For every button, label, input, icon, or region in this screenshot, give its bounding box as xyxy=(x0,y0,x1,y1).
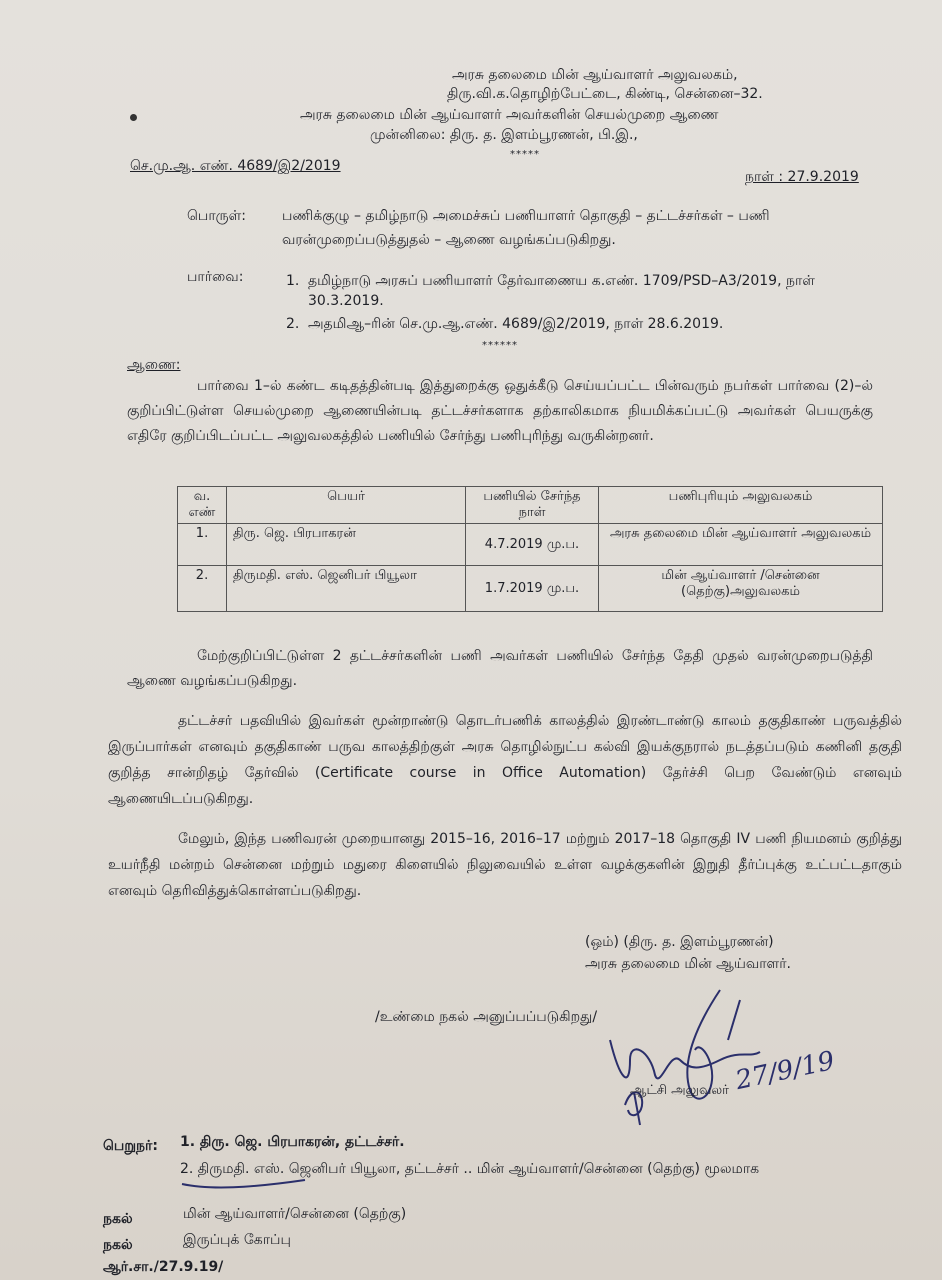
column-header-joined: பணியில் சேர்ந்த நாள் xyxy=(466,487,599,524)
recipients-label: பெறுநர்: xyxy=(103,1138,158,1154)
reference-2-line: அதமிஆ–ரின் செ.மு.ஆ.எண். 4689/இ2/2019, நாள் 28.6.2019. xyxy=(308,316,724,332)
column-header-office: பணிபுரியும் அலுவலகம் xyxy=(599,487,883,524)
reference-number: செ.மு.ஆ. எண். 4689/இ2/2019 xyxy=(130,158,341,174)
row-sno: 2. xyxy=(178,566,227,612)
row-sno: 1. xyxy=(178,524,227,566)
row-office: அரசு தலைமை மின் ஆய்வாளர் அலுவலகம் xyxy=(599,524,883,566)
reference-label: பார்வை: xyxy=(187,269,244,285)
officer-designation: ஆட்சி அலுவலர் xyxy=(630,1083,729,1098)
subject-label: பொருள்: xyxy=(187,208,246,224)
row-name: திரு. ஜெ. பிரபாகரன் xyxy=(227,524,466,566)
order-heading: ஆணை: xyxy=(127,357,181,373)
handwritten-date: 27/9/19 xyxy=(732,1045,838,1097)
copy-label-2: நகல் xyxy=(103,1237,133,1253)
column-header-sno: வ. எண் xyxy=(178,487,227,524)
signatory-designation: அரசு தலைமை மின் ஆய்வாளர். xyxy=(585,956,791,972)
recipient-1: 1. திரு. ஜெ. பிரபாகரன், தட்டச்சர். xyxy=(180,1134,405,1150)
table-row xyxy=(178,524,883,566)
reference-2-number: 2. xyxy=(286,316,300,332)
row-joined: 1.7.2019 மு.ப. xyxy=(466,566,599,612)
copy-value-2: இருப்புக் கோப்பு xyxy=(183,1232,291,1248)
signatory-name: (ஒம்) (திரு. த. இளம்பூரணன்) xyxy=(585,934,774,950)
probation-paragraph: தட்டச்சர் பதவியில் இவர்கள் மூன்றாண்டு தொடர்பணிக் காலத்தில் இரண்டாண்டு காலம் தகுதிகாண் பருவத்தில் இருப்பார்கள் எனவும் தகுதிகாண் பருவ காலத்திற்குள் அரசு தொழில்நுட்ப கல்வி இயக்குநரால் நடத்தப்படும் கணினி தகுதி குறித்த சான்றிதழ் தேர்வில் (Certificate course in Office Automation) தேர்ச்சி பெற வேண்டும் எனவும் ஆணையிடப்படுகிறது. xyxy=(108,713,902,807)
court-case-paragraph: மேலும், இந்த பணிவரன் முறையானது 2015–16, 2016–17 மற்றும் 2017–18 தொகுதி IV பணி நியமனம் குறித்து உயர்நீதி மன்றம் சென்னை மற்றும் மதுரை கிளையில் நிலுவையில் உள்ள வழக்குகளின் இறுதி தீர்ப்புக்கு உட்பட்டதாகும் எனவும் தெரிவித்துக்கொள்ளப்படுகிறது. xyxy=(108,831,902,899)
subject-line-2: வரன்முறைப்படுத்துதல் – ஆணை வழங்கப்படுகிறது. xyxy=(282,232,616,248)
row-joined: 4.7.2019 மு.ப. xyxy=(466,524,599,566)
row-name: திருமதி. எஸ். ஜெனிபர் பியூலா xyxy=(227,566,466,612)
reference-stars: ****** xyxy=(482,340,518,351)
copy-value-1: மின் ஆய்வாளர்/சென்னை (தெற்கு) xyxy=(183,1206,407,1222)
office-name: அரசு தலைமை மின் ஆய்வாளர் அலுவலகம், xyxy=(452,67,738,83)
punch-hole-mark xyxy=(130,114,137,121)
row-office: மின் ஆய்வாளர் /சென்னை (தெற்கு)அலுவலகம் xyxy=(599,566,883,612)
proceedings-title: அரசு தலைமை மின் ஆய்வாளர் அவர்களின் செயல்முறை ஆணை xyxy=(300,107,719,123)
subject-line-1: பணிக்குழு – தமிழ்நாடு அமைச்சுப் பணியாளர் தொகுதி – தட்டச்சர்கள் – பணி xyxy=(282,208,770,224)
true-copy-note: /உண்மை நகல் அனுப்பப்படுகிறது/ xyxy=(375,1009,598,1025)
typist-table xyxy=(177,486,883,612)
copy-label-1: நகல் xyxy=(103,1211,133,1227)
order-date: நாள் : 27.9.2019 xyxy=(745,169,859,185)
office-address: திரு.வி.க.தொழிற்பேட்டை, கிண்டி, சென்னை–32. xyxy=(447,86,763,102)
order-paragraph-1: பார்வை 1–ல் கண்ட கடிதத்தின்படி இத்துறைக்கு ஒதுக்கீடு செய்யப்பட்ட பின்வரும் நபர்கள் பார்வை (2)–ல் குறிப்பிட்டுள்ள செயல்முறை ஆணையின்படி தட்டச்சர்களாக தற்காலிகமாக நியமிக்கப்பட்டு அவர்கள் பெயருக்கு எதிரே குறிப்பிடப்பட்ட அலுவலகத்தில் பணியில் சேர்ந்து பணிபுரிந்து வருகின்றனர். xyxy=(127,378,873,444)
regularisation-paragraph: மேற்குறிப்பிட்டுள்ள 2 தட்டச்சர்களின் பணி அவர்கள் பணியில் சேர்ந்த தேதி முதல் வரன்முறைபடுத்தி ஆணை வழங்கப்படுகிறது. xyxy=(127,648,873,689)
reference-1-line-2: 30.3.2019. xyxy=(308,293,384,309)
recipient-2: 2. திருமதி. எஸ். ஜெனிபர் பியூலா, தட்டச்சர் .. மின் ஆய்வாளர்/சென்னை (தெற்கு) மூலமாக xyxy=(180,1161,760,1177)
table-header-row xyxy=(178,487,883,524)
table-row xyxy=(178,566,883,612)
presence-line: முன்னிலை: திரு. த. இளம்பூரணன், பி.இ., xyxy=(370,127,638,143)
reference-1-line-1: தமிழ்நாடு அரசுப் பணியாளர் தேர்வாணைய க.எண். 1709/PSD–A3/2019, நாள் xyxy=(308,273,815,289)
handwritten-underline xyxy=(180,1172,310,1192)
reference-1-number: 1. xyxy=(286,273,300,289)
column-header-name: பெயர் xyxy=(227,487,466,524)
footer-reference: ஆர்.சா./27.9.19/ xyxy=(103,1259,224,1275)
header-stars: ***** xyxy=(510,149,540,160)
